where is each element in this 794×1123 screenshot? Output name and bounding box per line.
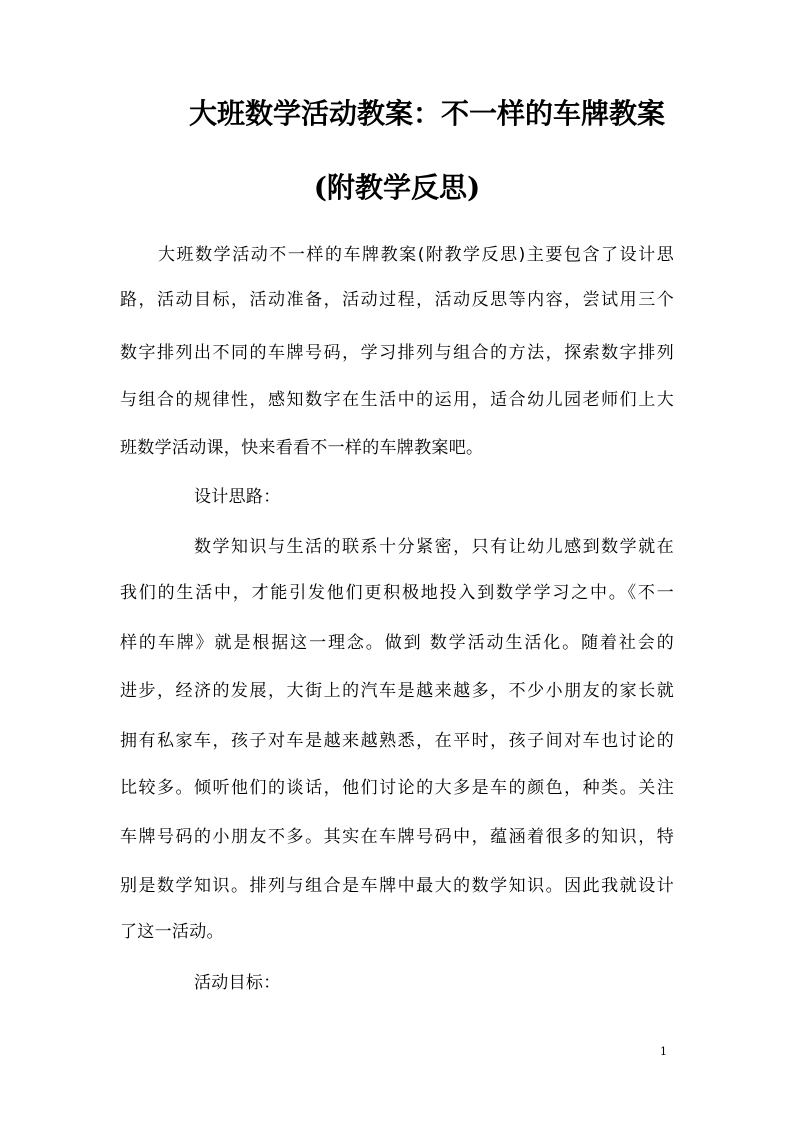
design-line: 了这一活动。 bbox=[120, 922, 224, 942]
design-line: 我们的生活中，才能引发他们更积极地投入到数学学习之中。《不一 bbox=[120, 583, 674, 603]
design-line: 拥有私家车，孩子对车是越来越熟悉，在平时，孩子间对车也讨论的 bbox=[120, 731, 674, 751]
intro-line: 大班数学活动不一样的车牌教案(附教学反思)主要包含了设计思 bbox=[158, 245, 674, 265]
intro-line: 与组合的规律性，感知数字在生活中的运用，适合幼儿园老师们上大 bbox=[120, 390, 674, 410]
intro-line: 路，活动目标，活动准备，活动过程，活动反思等内容，尝试用三个 bbox=[120, 290, 674, 310]
page-number: 1 bbox=[660, 1045, 667, 1058]
design-line: 数学知识与生活的联系十分紧密，只有让幼儿感到数学就在 bbox=[194, 537, 674, 557]
design-line: 车牌号码的小朋友不多。其实在车牌号码中，蕴涵着很多的知识，特 bbox=[120, 827, 674, 847]
design-line: 别是数学知识。排列与组合是车牌中最大的数学知识。因此我就设计 bbox=[120, 876, 674, 896]
design-line: 样的车牌》就是根据这一理念。做到 数学活动生活化。随着社会的 bbox=[120, 633, 674, 653]
document-title-line-1: 大班数学活动教案：不一样的车牌教案 bbox=[188, 97, 665, 130]
section-heading-design: 设计思路： bbox=[194, 487, 281, 507]
document-title-line-2: (附教学反思) bbox=[313, 171, 481, 204]
design-line: 比较多。倾听他们的谈话，他们讨论的大多是车的颜色，种类。关注 bbox=[120, 778, 674, 798]
design-line: 进步，经济的发展，大街上的汽车是越来越多，不少小朋友的家长就 bbox=[120, 681, 674, 701]
intro-line: 数字排列出不同的车牌号码，学习排列与组合的方法，探索数字排列 bbox=[120, 343, 674, 363]
intro-line: 班数学活动课，快来看看不一样的车牌教案吧。 bbox=[120, 438, 484, 458]
section-heading-goals: 活动目标： bbox=[194, 973, 281, 993]
